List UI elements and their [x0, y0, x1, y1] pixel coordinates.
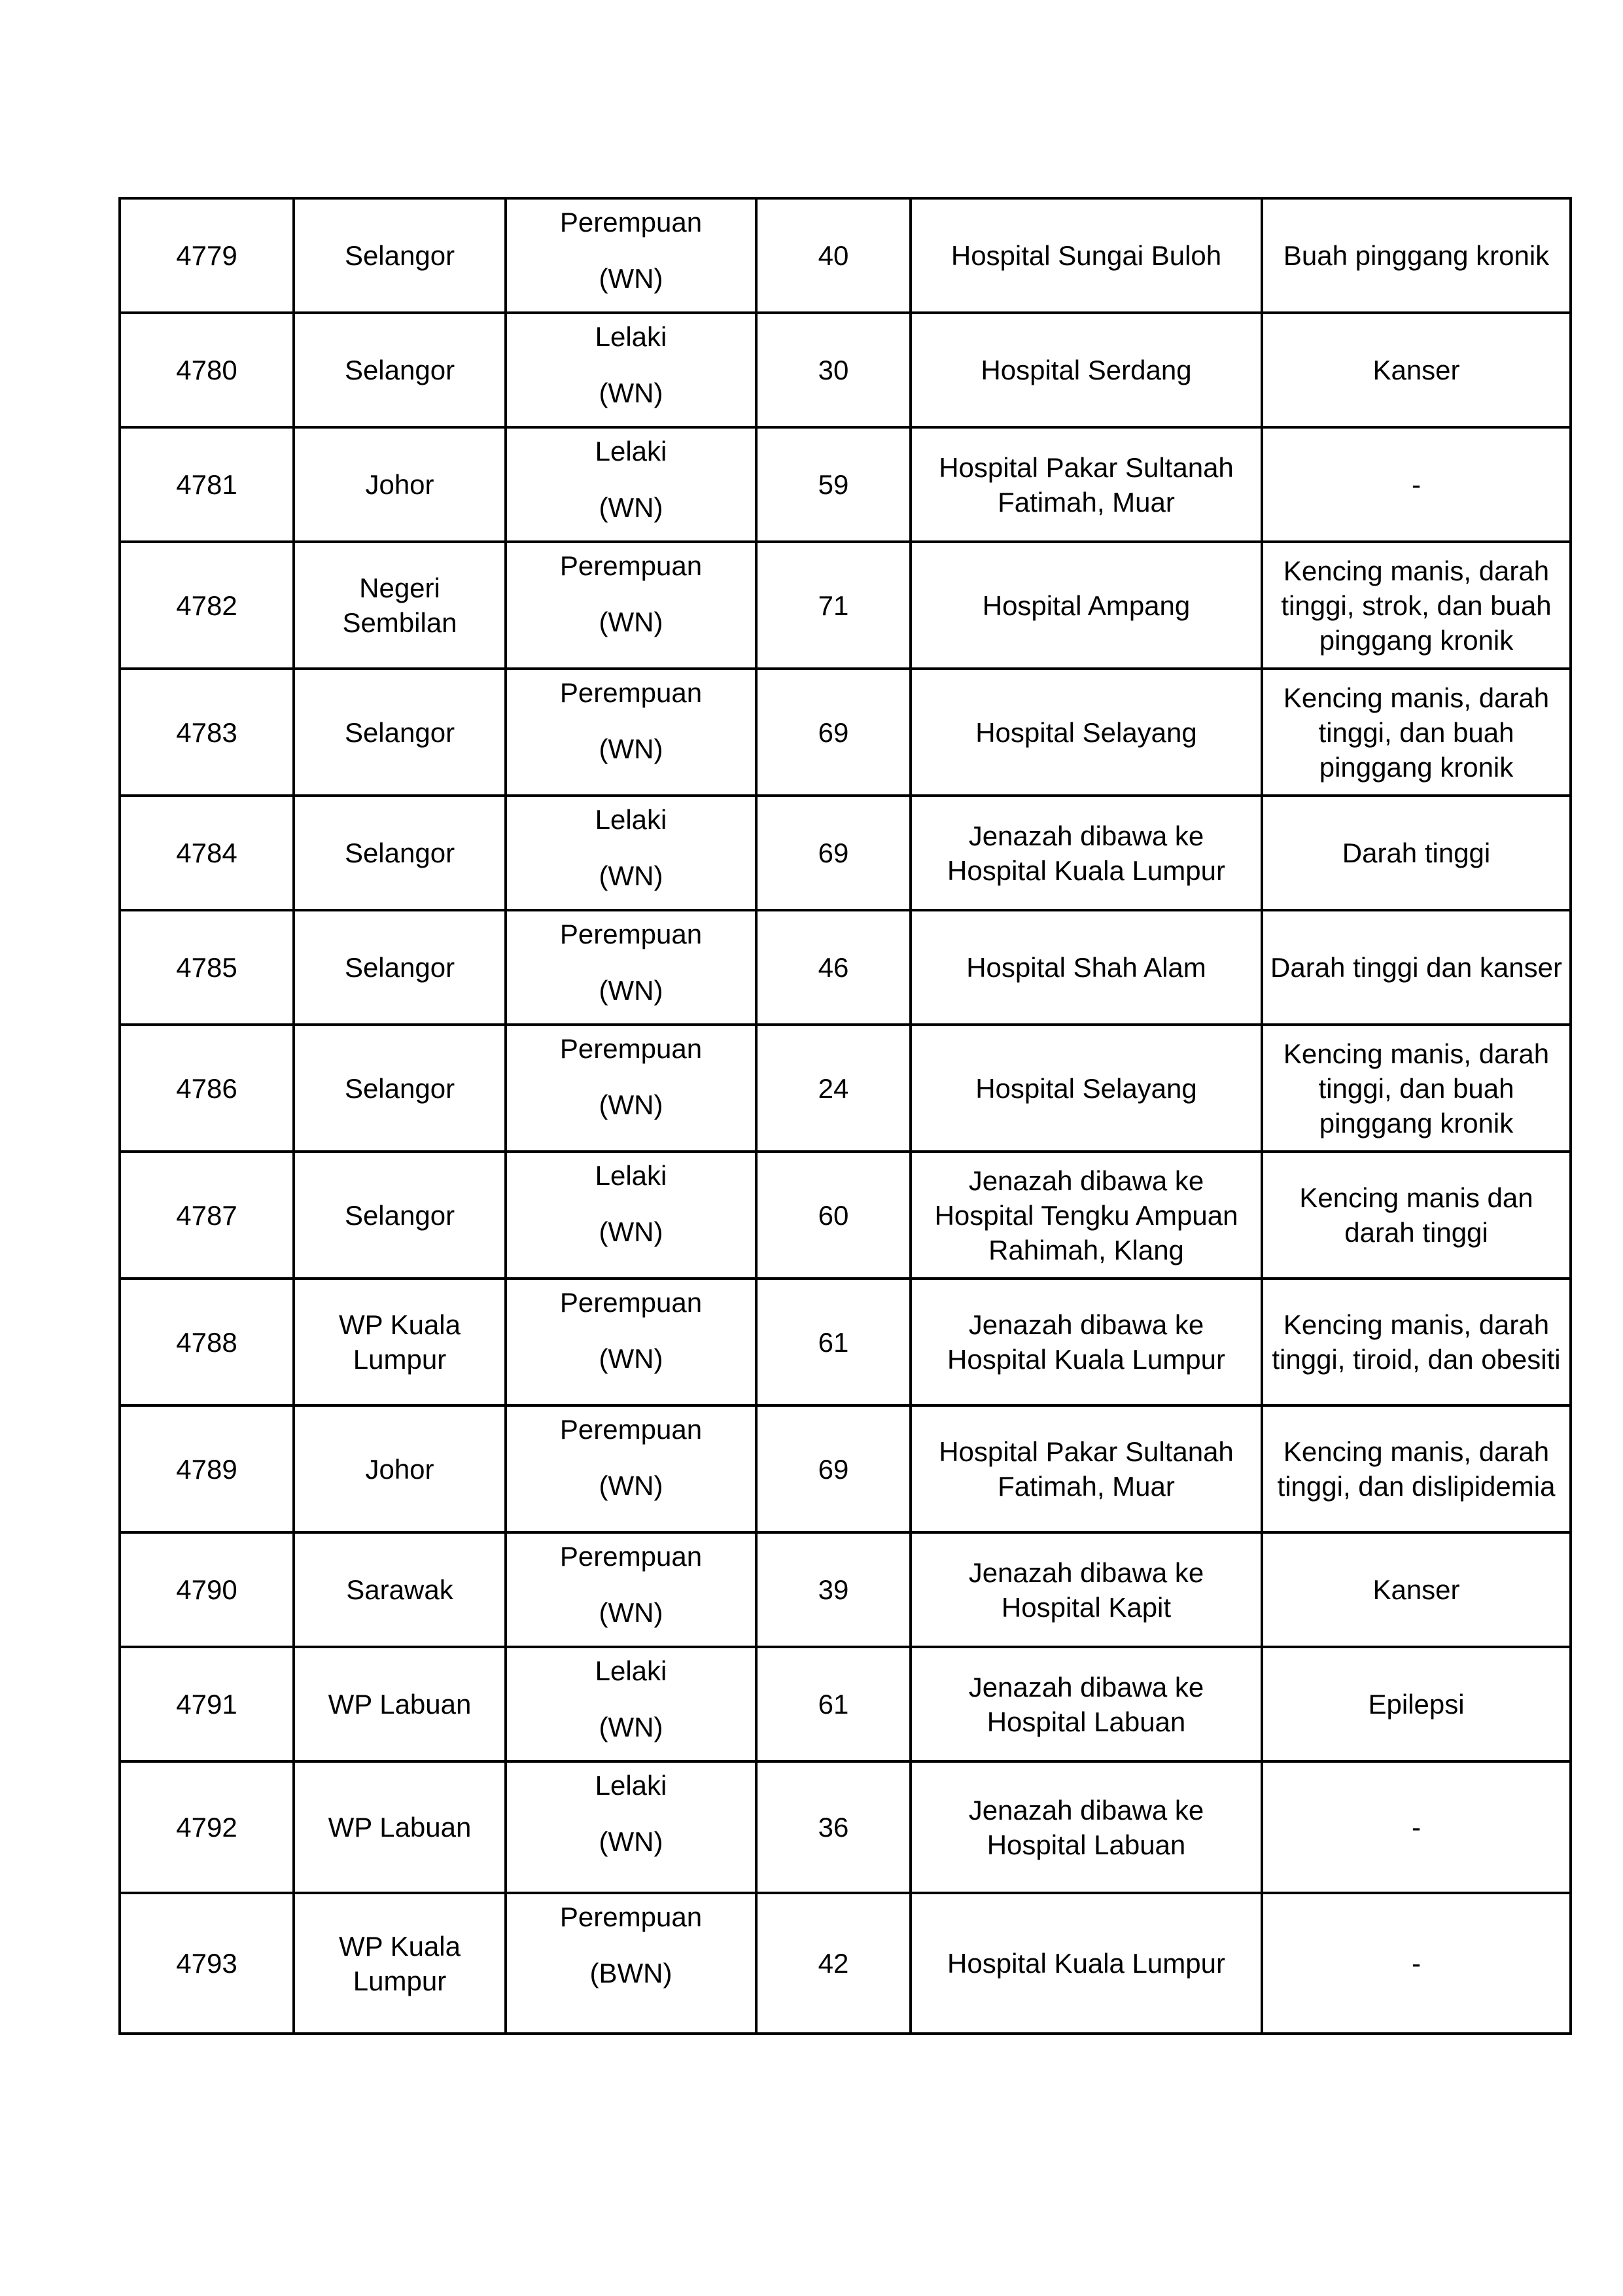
gender-label: Lelaki [595, 804, 667, 835]
hospital-cell: Hospital Selayang [911, 669, 1262, 796]
age-cell: 61 [756, 1279, 911, 1405]
condition-cell: Epilepsi [1262, 1647, 1571, 1761]
condition-cell: - [1262, 1761, 1571, 1893]
state-cell: Sarawak [294, 1532, 506, 1647]
hospital-cell: Jenazah dibawa ke Hospital Labuan [911, 1761, 1262, 1893]
citizenship-label: (WN) [599, 607, 663, 637]
gender-label: Lelaki [595, 1770, 667, 1801]
age-cell: 69 [756, 796, 911, 910]
death-cases-table [118, 197, 1572, 2035]
condition-cell: Kencing manis, darah tinggi, tiroid, dan obesiti [1262, 1279, 1571, 1405]
gender-label: Perempuan [559, 1033, 703, 1064]
citizenship-label: (WN) [599, 1343, 663, 1374]
table-row [120, 1152, 1571, 1279]
case-number-cell: 4780 [120, 313, 294, 427]
gender-cell [506, 313, 756, 427]
gender-label: Perempuan [559, 1541, 703, 1572]
citizenship-label: (WN) [599, 860, 663, 891]
hospital-cell: Hospital Pakar Sultanah Fatimah, Muar [911, 1405, 1262, 1532]
table-row [120, 910, 1571, 1025]
condition-cell: - [1262, 427, 1571, 542]
case-number-cell: 4793 [120, 1893, 294, 2034]
hospital-cell: Hospital Ampang [911, 542, 1262, 669]
gender-label: Perempuan [559, 1287, 703, 1318]
condition-cell: Kencing manis, darah tinggi, dan buah pinggang kronik [1262, 669, 1571, 796]
age-cell: 30 [756, 313, 911, 427]
age-cell: 69 [756, 1405, 911, 1532]
case-number-cell: 4779 [120, 198, 294, 313]
state-cell: WP Labuan [294, 1647, 506, 1761]
hospital-cell: Jenazah dibawa ke Hospital Kapit [911, 1532, 1262, 1647]
gender-label: Lelaki [595, 321, 667, 352]
age-cell: 46 [756, 910, 911, 1025]
state-cell: Johor [294, 427, 506, 542]
gender-label: Perempuan [559, 1901, 703, 1932]
table-row [120, 1532, 1571, 1647]
gender-label: Perempuan [559, 550, 703, 581]
case-number-cell: 4786 [120, 1025, 294, 1152]
citizenship-label: (WN) [599, 378, 663, 408]
age-cell: 36 [756, 1761, 911, 1893]
table-row [120, 1279, 1571, 1405]
condition-cell: Kanser [1262, 1532, 1571, 1647]
state-cell: WP Kuala Lumpur [294, 1279, 506, 1405]
table-row [120, 1761, 1571, 1893]
case-number-cell: 4792 [120, 1761, 294, 1893]
state-cell: Selangor [294, 910, 506, 1025]
table-row [120, 313, 1571, 427]
condition-cell: Darah tinggi dan kanser [1262, 910, 1571, 1025]
hospital-cell: Hospital Sungai Buloh [911, 198, 1262, 313]
case-number-cell: 4788 [120, 1279, 294, 1405]
case-number-cell: 4787 [120, 1152, 294, 1279]
citizenship-label: (WN) [599, 1089, 663, 1120]
gender-cell [506, 1761, 756, 1893]
gender-cell [506, 910, 756, 1025]
condition-cell: Darah tinggi [1262, 796, 1571, 910]
age-cell: 69 [756, 669, 911, 796]
table-row [120, 1647, 1571, 1761]
state-cell: Selangor [294, 1152, 506, 1279]
citizenship-label: (WN) [599, 1597, 663, 1628]
gender-label: Lelaki [595, 1160, 667, 1191]
condition-cell: Kanser [1262, 313, 1571, 427]
gender-label: Perempuan [559, 207, 703, 238]
gender-label: Perempuan [559, 919, 703, 949]
gender-cell [506, 1405, 756, 1532]
age-cell: 61 [756, 1647, 911, 1761]
gender-cell [506, 198, 756, 313]
citizenship-label: (WN) [599, 492, 663, 523]
citizenship-label: (WN) [599, 1826, 663, 1857]
gender-cell [506, 1152, 756, 1279]
citizenship-label: (WN) [599, 1712, 663, 1742]
hospital-cell: Hospital Selayang [911, 1025, 1262, 1152]
gender-label: Perempuan [559, 1414, 703, 1445]
table-row [120, 1893, 1571, 2034]
state-cell: Selangor [294, 198, 506, 313]
case-number-cell: 4784 [120, 796, 294, 910]
case-number-cell: 4791 [120, 1647, 294, 1761]
gender-cell [506, 669, 756, 796]
gender-cell [506, 542, 756, 669]
state-cell: Selangor [294, 669, 506, 796]
table-row [120, 198, 1571, 313]
case-number-cell: 4790 [120, 1532, 294, 1647]
hospital-cell: Jenazah dibawa ke Hospital Labuan [911, 1647, 1262, 1761]
condition-cell: Kencing manis, darah tinggi, dan dislipidemia [1262, 1405, 1571, 1532]
gender-cell [506, 796, 756, 910]
age-cell: 24 [756, 1025, 911, 1152]
condition-cell: Buah pinggang kronik [1262, 198, 1571, 313]
hospital-cell: Jenazah dibawa ke Hospital Kuala Lumpur [911, 1279, 1262, 1405]
hospital-cell: Jenazah dibawa ke Hospital Tengku Ampuan Rahimah, Klang [911, 1152, 1262, 1279]
citizenship-label: (WN) [599, 1470, 663, 1501]
condition-cell: - [1262, 1893, 1571, 2034]
hospital-cell: Hospital Kuala Lumpur [911, 1893, 1262, 2034]
state-cell: Johor [294, 1405, 506, 1532]
table-row [120, 796, 1571, 910]
case-number-cell: 4789 [120, 1405, 294, 1532]
table-row [120, 1025, 1571, 1152]
citizenship-label: (WN) [599, 263, 663, 294]
hospital-cell: Hospital Shah Alam [911, 910, 1262, 1025]
state-cell: Selangor [294, 313, 506, 427]
case-number-cell: 4785 [120, 910, 294, 1025]
gender-cell [506, 1893, 756, 2034]
hospital-cell: Hospital Pakar Sultanah Fatimah, Muar [911, 427, 1262, 542]
table-row [120, 669, 1571, 796]
citizenship-label: (BWN) [589, 1958, 672, 1988]
age-cell: 60 [756, 1152, 911, 1279]
gender-cell [506, 1647, 756, 1761]
table-row [120, 427, 1571, 542]
table-body [120, 198, 1571, 2034]
hospital-cell: Hospital Serdang [911, 313, 1262, 427]
case-number-cell: 4781 [120, 427, 294, 542]
gender-label: Perempuan [559, 677, 703, 708]
citizenship-label: (WN) [599, 733, 663, 764]
age-cell: 71 [756, 542, 911, 669]
state-cell: Negeri Sembilan [294, 542, 506, 669]
hospital-cell: Jenazah dibawa ke Hospital Kuala Lumpur [911, 796, 1262, 910]
condition-cell: Kencing manis, darah tinggi, strok, dan buah pinggang kronik [1262, 542, 1571, 669]
state-cell: Selangor [294, 796, 506, 910]
condition-cell: Kencing manis, darah tinggi, dan buah pinggang kronik [1262, 1025, 1571, 1152]
gender-label: Lelaki [595, 436, 667, 467]
citizenship-label: (WN) [599, 975, 663, 1006]
gender-cell [506, 427, 756, 542]
gender-cell [506, 1279, 756, 1405]
gender-cell [506, 1025, 756, 1152]
table-row [120, 542, 1571, 669]
age-cell: 40 [756, 198, 911, 313]
age-cell: 39 [756, 1532, 911, 1647]
state-cell: WP Kuala Lumpur [294, 1893, 506, 2034]
age-cell: 42 [756, 1893, 911, 2034]
state-cell: WP Labuan [294, 1761, 506, 1893]
age-cell: 59 [756, 427, 911, 542]
case-number-cell: 4783 [120, 669, 294, 796]
gender-cell [506, 1532, 756, 1647]
case-number-cell: 4782 [120, 542, 294, 669]
citizenship-label: (WN) [599, 1216, 663, 1247]
gender-label: Lelaki [595, 1655, 667, 1686]
condition-cell: Kencing manis dan darah tinggi [1262, 1152, 1571, 1279]
table-row [120, 1405, 1571, 1532]
state-cell: Selangor [294, 1025, 506, 1152]
